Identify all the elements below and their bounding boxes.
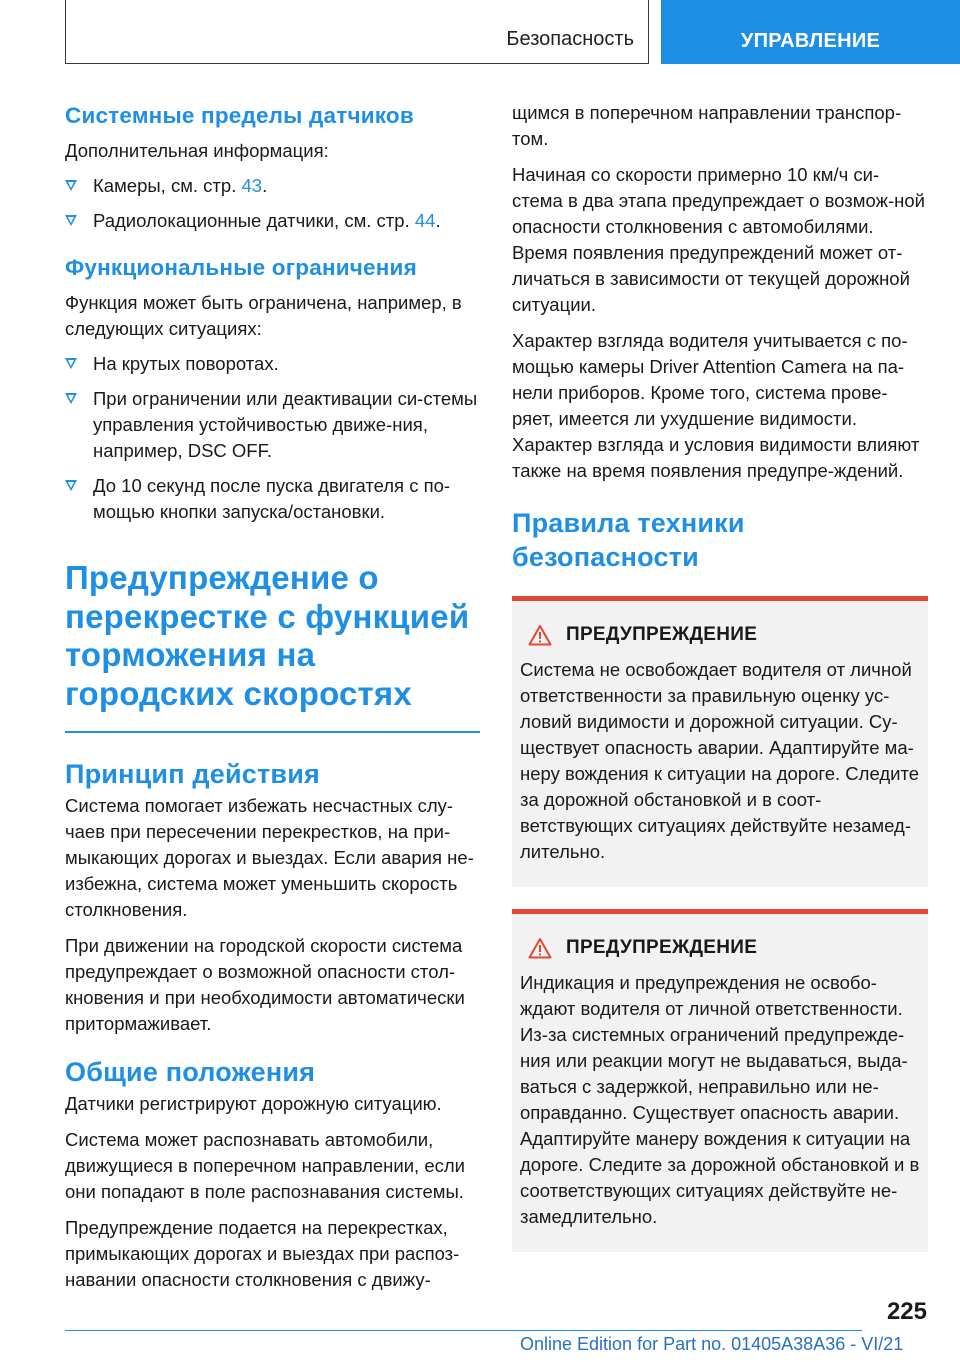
continued-paragraph: щимся в поперечном направлении транспор-том. [512,102,902,149]
func-heading: Функциональные ограничения [65,255,417,280]
warning-title: ПРЕДУПРЕЖДЕНИЕ [566,937,758,958]
main-section-heading: Предупреждение о перекрестке с функцией торможения на городских скоростях [65,559,470,712]
triangle-bullet-icon [65,180,77,191]
warning-text: Индикация и предупреждения не освобо-ждают водителя от личной ответственности. Из-за системных ограничений предупрежде-ния или реакции могут не выдаваться, выда-ваться с задержкой, неправильно или не-оправданно. Существует опасность аварии. Адаптируйте манеру вождения к ситуации на дороге. Следите за дорожной обстановкой и в соответствующих ситуациях действуйте не-замедлительно. [520,972,920,1227]
general-paragraph-1: Датчики регистрируют дорожную ситуацию. [65,1092,442,1114]
principle-paragraph-2: При движении на городской скорости система предупреждает о возможной опасности стол-кновения и при необходимости автоматически притормаживает. [65,934,465,1034]
list-item: До 10 секунд после пуска двигателя с по-мощью кнопки запуска/остановки. [65,473,480,525]
principle-heading: Принцип действия [65,758,320,789]
general-heading: Общие положения [65,1056,316,1087]
warning-box [512,596,928,887]
list-item: Радиолокационные датчики, см. стр. 44. [65,208,480,234]
warning-stages-paragraph: Начиная со скорости примерно 10 км/ч си-стема в два этапа предупреждает о возмож-ной опасности столкновения с автомобилями. Время появления предупреждений может от-личаться в зависимости от текущей дорожной ситуации. [512,164,925,315]
warning-triangle-icon [528,937,552,959]
limits-list [65,173,480,234]
general-paragraph-2: Система может распознавать автомобили, движущиеся в поперечном направлении, если они попадают в поле распознавания системы. [65,1128,466,1202]
triangle-bullet-icon [65,215,77,226]
section-header-box [65,0,649,64]
list-item: На крутых поворотах. [65,351,480,377]
func-intro: Функция может быть ограничена, например, в следующих ситуациях: [65,292,462,339]
page-link[interactable]: 43 [241,175,263,196]
driver-attention-paragraph: Характер взгляда водителя учитывается с по-мощью камеры Driver Attention Camera на па-нели приборов. Кроме того, система прове-ряет, имеется ли ухудшение видимости. Характер взгляда и условия видимости влияют также на время появления предупре-ждений. [512,330,920,481]
general-paragraph-3: Предупреждение подается на перекрестках, примыкающих дорогах и выездах при распоз-навании опасности столкновения с движу- [65,1216,460,1290]
warning-title: ПРЕДУПРЕЖДЕНИЕ [566,624,758,645]
triangle-bullet-icon [65,480,77,491]
warning-box [512,909,928,1252]
page-link[interactable]: 44 [414,210,436,231]
left-column [65,100,480,1293]
warning-header [520,936,920,960]
page-header [0,0,960,64]
warning-header [520,623,920,647]
section-title: Безопасность [506,28,634,50]
func-list [65,351,480,525]
edition-info: Online Edition for Part no. 01405A38A36 - VI/21 [520,1334,904,1354]
chapter-title: УПРАВЛЕНИЕ [740,30,881,52]
triangle-bullet-icon [65,358,77,369]
warning-text: Система не освобождает водителя от личной ответственности за правильную оценку ус-ловий видимости и дорожной ситуации. Су-ществует опасность аварии. Адаптируйте ма-неру вождения к ситуации на дороге. Следите за дорожной обстановкой и в соот-ветствующих ситуациях действуйте незамед-лительно. [520,659,920,862]
page-number: 225 [886,1298,927,1325]
right-column [512,100,928,1252]
limits-intro: Дополнительная информация: [65,140,329,161]
list-item: При ограничении или деактивации си-стемы управления устойчивостью движе-ния, например, DSC OFF. [65,386,480,464]
chapter-tab [661,0,960,64]
triangle-bullet-icon [65,393,77,404]
heading-divider [65,731,480,733]
safety-heading: Правила техники безопасности [512,508,745,572]
footer-divider [65,1330,862,1331]
principle-paragraph-1: Система помогает избежать несчастных слу-чаев при пересечении перекрестков, на при-мыкающих дорогах и выездах. Если авария не-избежна, система может уменьшить скорость столкновения. [65,794,474,920]
limits-heading: Системные пределы датчиков [65,103,414,128]
warning-triangle-icon [528,624,552,646]
list-item: Камеры, см. стр. 43. [65,173,480,199]
